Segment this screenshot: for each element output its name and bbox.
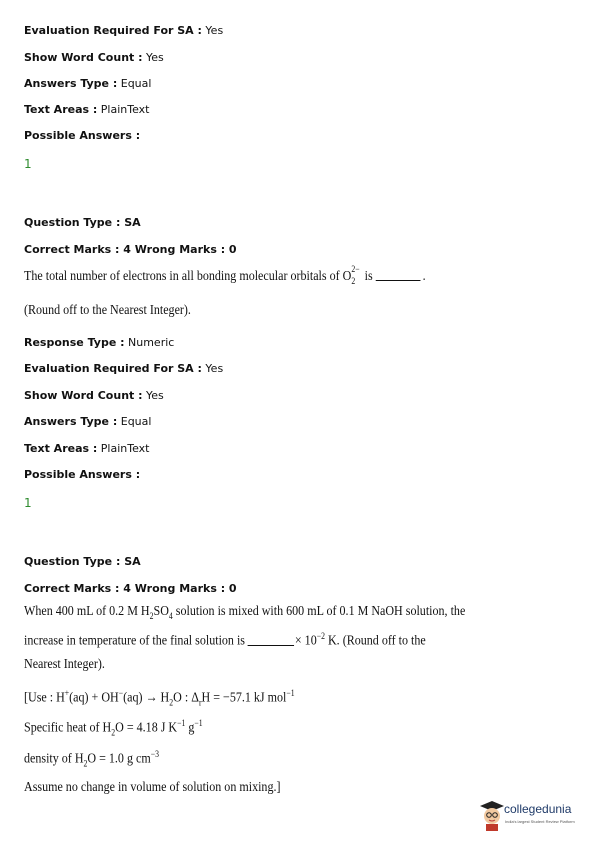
question-type: Question Type : SA: [24, 555, 141, 568]
question-text-line-2: increase in temperature of the final solution is × $10^{-2}$ K. (Round off to the: [24, 631, 426, 649]
density-line: density of $H_2O = 1.0$ g $cm^{-3}$: [24, 749, 159, 769]
answers-type-row: Answers Type : Equal: [24, 415, 152, 428]
show-word-count-row: Show Word Count : Yes: [24, 51, 164, 64]
text-areas-row: Text Areas : PlainText: [24, 103, 150, 116]
show-word-count-row: Show Word Count : Yes: [24, 389, 164, 402]
question-text-line-3: Nearest Integer).: [24, 657, 105, 672]
assumption-line: Assume no change in volume of solution on mixing.]: [24, 780, 281, 795]
response-type-row: Response Type : Numeric: [24, 336, 175, 349]
question-text-line-1: When 400 mL of 0.2 M $H_2SO_4$ solution is mixed with 600 mL of 0.1 M NaOH solution, the: [24, 604, 466, 621]
question-text-line-2: (Round off to the Nearest Integer).: [24, 303, 191, 318]
possible-answer-value: 1: [24, 496, 32, 510]
answer-blank: [376, 268, 421, 281]
possible-answers-label: Possible Answers :: [24, 129, 141, 142]
use-data-line: [Use : $H^+(aq) + OH^-(aq) \to H_2O$ : $\Delta_rH = -57.1$ kJ mol$^{-1}$: [24, 688, 295, 708]
answer-blank: [248, 633, 294, 646]
text-areas-row: Text Areas : PlainText: [24, 442, 150, 455]
question-text-line-1: The total number of electrons in all bonding molecular orbitals of O 2− 2 is .: [24, 263, 426, 286]
possible-answer-value: 1: [24, 157, 32, 171]
student-mascot-icon: [480, 801, 504, 831]
evaluation-required-row: Evaluation Required For SA : Yes: [24, 362, 224, 375]
marks-row: Correct Marks : 4 Wrong Marks : 0: [24, 243, 237, 256]
collegedunia-logo: collegedunia India's largest Student Review Platform: [480, 797, 592, 837]
possible-answers-label: Possible Answers :: [24, 468, 141, 481]
marks-row: Correct Marks : 4 Wrong Marks : 0: [24, 582, 237, 595]
answers-type-row: Answers Type : Equal: [24, 77, 152, 90]
specific-heat-line: Specific heat of $H_2O = 4.18$ J $K^{-1}$ $g^{-1}$: [24, 718, 203, 738]
question-type: Question Type : SA: [24, 216, 141, 229]
evaluation-required-row: Evaluation Required For SA : Yes: [24, 24, 224, 37]
